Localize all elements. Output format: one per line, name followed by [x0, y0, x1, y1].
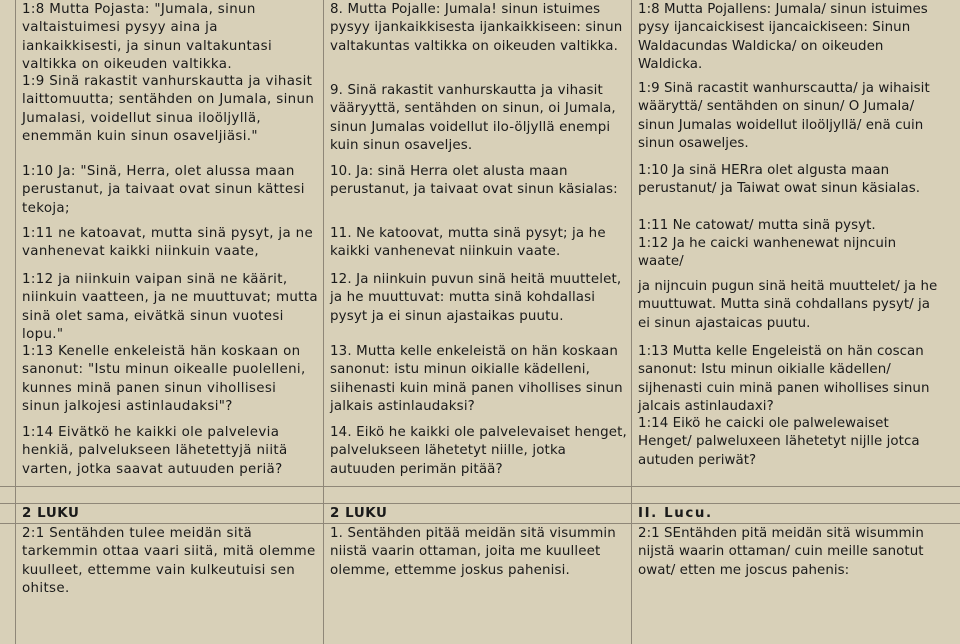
verse-1-11: 1:11 ne katoavat, mutta sinä pysyt, ja ne vanhenevat kaikki niinkuin vaate,: [22, 226, 314, 260]
verse-12: 12. Ja niinkuin puvun sinä heitä muuttelet, ja he muuttuvat: mutta sinä kohdallasi pysyt ja ei sinun ajastaikas puutu.: [330, 272, 622, 324]
chapter-heading: II. Lucu.: [638, 506, 713, 521]
old-verse-1-14: 1:14 Eikö he caicki ole palwelewaiset Henget/ palweluxeen lähetetyt nijlle jotca autuden periwät?: [638, 416, 920, 468]
verse-2-1: 2:1 Sentähden tulee meidän sitä tarkemmin ottaa vaari siitä, mitä olemme kuulleet, ettemme vain kulkeutuisi sen ohitse.: [22, 526, 316, 597]
verse-1-10: 1:10 Ja: "Sinä, Herra, olet alussa maan perustanut, ja taivaat ovat sinun kättesi tekoja;: [22, 164, 305, 216]
old-verse-1-12-cont: ja nijncuin pugun sinä heitä muuttelet/ ja he muuttuwat. Mutta sinä cohdallans pysyt/ ja ei sinun ajastaicas puutu.: [638, 279, 938, 331]
verse-11: 11. Ne katoovat, mutta sinä pysyt; ja he kaikki vanhenevat niinkuin vaate.: [330, 226, 606, 260]
chapter2-text-col2: [330, 525, 630, 580]
verse-14: 14. Eikö he kaikki ole palvelevaiset henget, palvelukseen lähetetyt niille, jotka autuuden perimän pitää?: [330, 425, 627, 477]
chapter-heading: 2 LUKU: [22, 506, 80, 521]
old-verse-1-10: 1:10 Ja sinä HERra olet algusta maan perustanut/ ja Taiwat owat sinun käsialas.: [638, 163, 921, 197]
verse-1-8: 1:8 Mutta Pojasta: "Jumala, sinun valtaistuimesi pysyy aina ja iankaikkisesti, ja sinun valtakuntasi valtikka on oikeuden valtikka.: [22, 2, 273, 73]
verse-1-14: 1:14 Eivätkö he kaikki ole palvelevia henkiä, palvelukseen lähetettyjä niitä varten, jotka saavat autuuden periä?: [22, 425, 288, 477]
old-verse-1-8: 1:8 Mutta Pojallens: Jumala/ sinun istuimes pysy ijancaickisest ijancaickiseen: Sinun Waldacundas Waldicka/ on oikeuden Waldicka.: [638, 2, 928, 73]
column-divider-2: [323, 0, 324, 644]
verse-1-12: 1:12 ja niinkuin vaipan sinä ne käärit, niinkuin vaatteen, ja ne muuttuvat; mutta sinä olet sama, eivätkä sinun vuotesi lopu.": [22, 272, 318, 343]
verse-1-9: 1:9 Sinä rakastit vanhurskautta ja vihasit laittomuutta; sentähden on Jumala, sinun Jumalasi, voidellut sinua iloöljyllä, enemmän kuin sinun osaveljiäsi.": [22, 74, 315, 145]
chapter-heading: 2 LUKU: [330, 506, 388, 521]
section-divider-top: [0, 486, 960, 487]
verse-2-1: 1. Sentähden pitää meidän sitä visummin niistä vaarin ottaman, joita me kuulleet olemme, ettemme joskus pahenisi.: [330, 526, 616, 578]
chapter2-text-col3: [638, 525, 938, 580]
old-verse-1-9: 1:9 Sinä racastit wanhurscautta/ ja wihaisit wääryttä/ sentähden on sinun/ O Jumala/ sinun Jumalas woidellut iloöljyllä/ enä cuin sinun osaweljes.: [638, 81, 930, 152]
old-verse-1-13: 1:13 Mutta kelle Engeleistä on hän coscan sanonut: Istu minun oikialle kädellen/ sijhenasti cuin minä panen wihollises sinun jalcais astinlaudaxi?: [638, 344, 930, 415]
old-verse-1-11: 1:11 Ne catowat/ mutta sinä pysyt.: [638, 218, 876, 233]
verse-2-1: 2:1 SEntähden pitä meidän sitä wisummin nijstä waarin ottaman/ cuin meille sanotut owat/ etten me joscus pahenis:: [638, 526, 924, 578]
chapter-heading-col2: [330, 505, 630, 523]
section-divider-heading: [0, 503, 960, 504]
verse-9: 9. Sinä rakastit vanhurskautta ja vihasit vääryyttä, sentähden on sinun, oi Jumala, sinun Jumalas voidellut ilo-öljyllä enempi kuin sinun osaveljes.: [330, 83, 616, 154]
verse-10: 10. Ja: sinä Herra olet alusta maan perustanut, ja taivaat ovat sinun käsialas:: [330, 164, 618, 198]
column-divider-1: [15, 0, 16, 644]
verse-1-13: 1:13 Kenelle enkeleistä hän koskaan on sanonut: "Istu minun oikealle puolelleni, kunnes minä panen sinun vihollisesi sinun jalkojesi astinlaudaksi"?: [22, 344, 306, 415]
chapter-heading-col1: [22, 505, 318, 523]
verse-8: 8. Mutta Pojalle: Jumala! sinun istuimes pysyy ijankaikkisesta ijankaikkiseen: sinun valtakuntas valtikka on oikeuden valtikka.: [330, 2, 623, 54]
chapter2-text-col1: [22, 525, 318, 599]
chapter-heading-col3: [638, 505, 938, 523]
old-verse-1-12: 1:12 Ja he caicki wanhenewat nijncuin waate/: [638, 236, 897, 270]
column-divider-3: [631, 0, 632, 644]
verse-13: 13. Mutta kelle enkeleistä on hän koskaan sanonut: istu minun oikialle kädelleni, siihenasti kuin minä panen vihollises sinun jalkais astinlaudaksi?: [330, 344, 623, 415]
